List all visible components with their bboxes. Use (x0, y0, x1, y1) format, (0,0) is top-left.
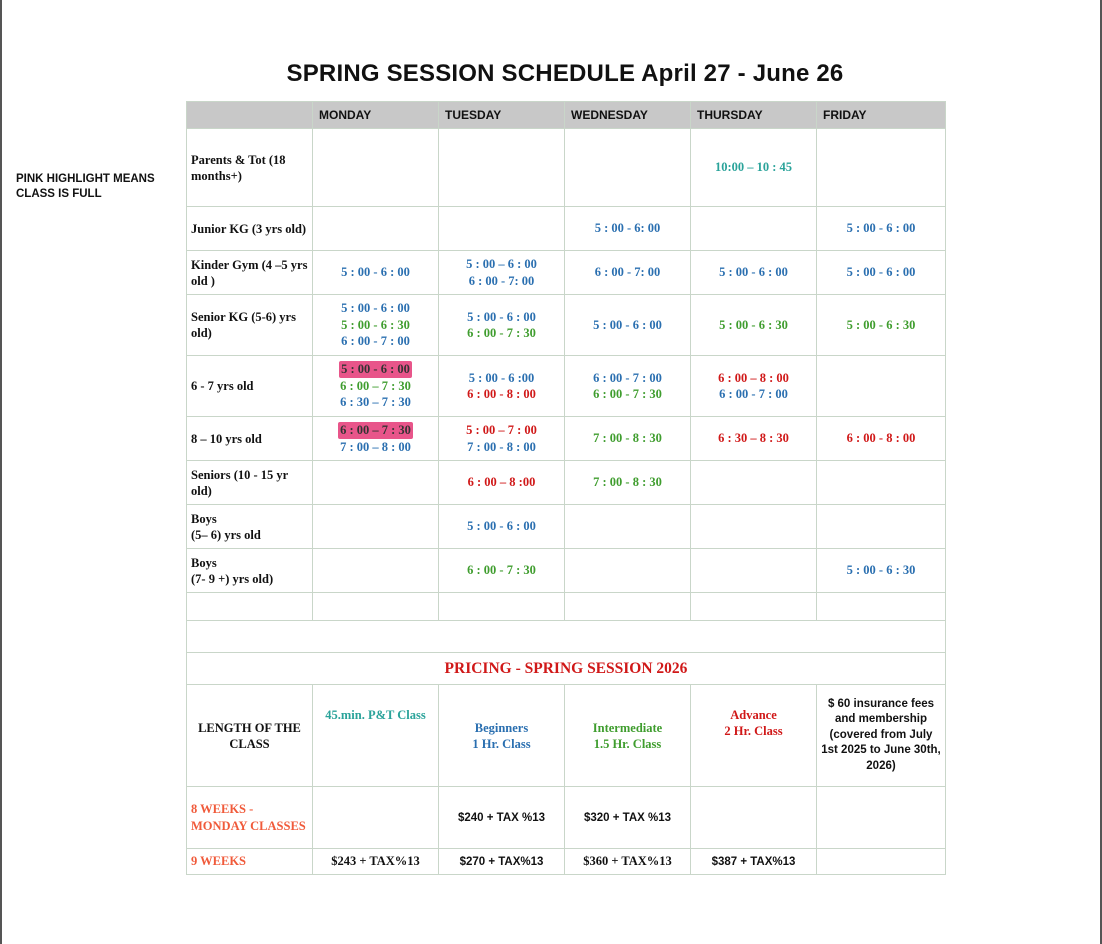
time-slot: 5 : 00 - 6 : 00 (593, 317, 662, 332)
insurance-fee-note: $ 60 insurance fees and membership (covered from July 1st 2025 to June 30th, 2026) (817, 685, 946, 787)
time-slot-full: 5 : 00 - 6 : 00 (341, 362, 410, 377)
schedule-row (187, 417, 946, 461)
schedule-row (187, 129, 946, 207)
schedule-cell-wednesday (565, 356, 691, 417)
class-label-line: Junior KG (3 yrs old) (191, 221, 307, 236)
class-label-line: 8 – 10 yrs old (191, 431, 262, 446)
time-slot: 6 : 00 - 7: 00 (594, 265, 661, 280)
schedule-cell-friday (817, 549, 946, 593)
schedule-cell-friday (817, 251, 946, 295)
schedule-cell-friday (817, 129, 946, 207)
schedule-cell-monday (313, 549, 439, 593)
schedule-cell-monday (313, 505, 439, 549)
time-slot: 5 : 00 - 6 : 30 (719, 317, 788, 332)
schedule-cell-tuesday (439, 129, 565, 207)
time-slot: 5 : 00 - 6 : 30 (846, 317, 916, 332)
schedule-cell-wednesday (565, 549, 691, 593)
time-slot: 6 : 00 - 7 : 00 (341, 334, 410, 349)
time-slot: 5 : 00 - 6 : 30 (341, 317, 410, 332)
schedule-header-row (187, 102, 946, 129)
schedule-cell-thursday (691, 129, 817, 207)
time-slot: 6 : 00 - 8 : 00 (467, 387, 536, 401)
spacer-row (187, 621, 946, 653)
time-slot: 6 : 00 - 7 : 30 (467, 563, 536, 578)
day-header-monday: MONDAY (313, 102, 439, 129)
schedule-cell-monday (313, 207, 439, 251)
price-cell: $240 + TAX %13 (439, 787, 565, 849)
schedule-row (187, 295, 946, 356)
schedule-cell-thursday (691, 461, 817, 505)
pricing-column-header (691, 685, 817, 787)
time-slot: 6 : 00 – 8 :00 (467, 475, 536, 490)
price-cell: $387 + TAX%13 (691, 849, 817, 875)
length-of-class-label: LENGTH OF THE CLASS (187, 685, 313, 787)
class-label (187, 461, 313, 505)
class-label-line: (5– 6) yrs old (191, 527, 261, 542)
price-cell: $320 + TAX %13 (565, 787, 691, 849)
time-slot: 5 : 00 – 7 : 00 (466, 423, 537, 437)
schedule-cell-tuesday (439, 295, 565, 356)
time-slot: 5 : 00 - 6 : 00 (846, 221, 916, 236)
day-header-friday: FRIDAY (817, 102, 946, 129)
time-slot: 6 : 00 - 7: 00 (468, 273, 535, 288)
schedule-cell-friday (817, 417, 946, 461)
pricing-header-row (187, 685, 946, 787)
time-slot: 5 : 00 - 6 : 00 (846, 265, 916, 280)
schedule-cell-thursday (691, 417, 817, 461)
schedule-cell-monday (313, 461, 439, 505)
pricing-title-row (187, 653, 946, 685)
pricing-row (187, 787, 946, 849)
schedule-cell-tuesday (439, 417, 565, 461)
empty-cell (313, 593, 439, 621)
class-label (187, 129, 313, 207)
pricing-column-header-line: Beginners (474, 720, 529, 735)
day-header-wednesday: WEDNESDAY (565, 102, 691, 129)
price-cell (313, 787, 439, 849)
time-slot: 6 : 00 - 7 : 30 (467, 326, 536, 340)
class-label-line: Seniors (10 - 15 yr old) (191, 467, 288, 498)
class-label (187, 417, 313, 461)
schedule-row (187, 461, 946, 505)
class-label (187, 356, 313, 417)
day-header-thursday: THURSDAY (691, 102, 817, 129)
time-slot: 5 : 00 - 6: 00 (594, 221, 661, 236)
schedule-cell-friday (817, 461, 946, 505)
time-slot: 5 : 00 - 6 :00 (468, 370, 535, 385)
time-slot: 5 : 00 - 6 : 00 (719, 265, 788, 280)
time-slot: 7 : 00 - 8 : 30 (593, 431, 662, 446)
time-slot: 5 : 00 - 6 : 30 (846, 563, 916, 578)
pricing-duration-label: 8 WEEKS - MONDAY CLASSES (187, 787, 313, 849)
price-cell (691, 787, 817, 849)
pricing-column-header (313, 685, 439, 787)
schedule-cell-thursday (691, 505, 817, 549)
schedule-cell-wednesday (565, 417, 691, 461)
schedule-cell-friday (817, 356, 946, 417)
pricing-title: PRICING - SPRING SESSION 2026 (187, 653, 946, 685)
schedule-table (186, 101, 946, 875)
schedule-cell-thursday (691, 251, 817, 295)
empty-cell (691, 593, 817, 621)
time-slot: 6 : 00 - 7 : 30 (593, 387, 662, 401)
time-slot: 6 : 00 - 7 : 00 (719, 387, 788, 401)
pricing-column-header-line: 2 Hr. Class (724, 724, 783, 738)
time-slot: 10:00 – 10 : 45 (714, 160, 793, 175)
pricing-column-header (439, 685, 565, 787)
empty-cell (817, 593, 946, 621)
schedule-row (187, 505, 946, 549)
time-slot: 7 : 00 - 8 : 30 (593, 475, 662, 490)
full-class-note: PINK HIGHLIGHT MEANS CLASS IS FULL (16, 173, 155, 200)
empty-cell (187, 593, 313, 621)
schedule-cell-tuesday (439, 356, 565, 417)
spacer-cell (187, 621, 946, 653)
pricing-column-header-line: 1.5 Hr. Class (593, 736, 662, 751)
schedule-cell-monday (313, 251, 439, 295)
schedule-cell-thursday (691, 207, 817, 251)
time-slot: 6 : 30 – 8 : 30 (718, 431, 789, 446)
pricing-column-header-line: Intermediate (592, 720, 663, 735)
class-label-line: (7- 9 +) yrs old) (191, 571, 274, 586)
schedule-cell-wednesday (565, 251, 691, 295)
schedule-cell-monday (313, 356, 439, 417)
time-slot: 6 : 00 - 8 : 00 (846, 431, 916, 446)
class-label-line: Kinder Gym (4 –5 yrs old ) (191, 257, 308, 288)
price-cell: $270 + TAX%13 (439, 849, 565, 875)
pricing-column-header-line: 1 Hr. Class (472, 736, 531, 751)
schedule-cell-tuesday (439, 549, 565, 593)
class-label (187, 295, 313, 356)
schedule-row (187, 356, 946, 417)
day-header-tuesday: TUESDAY (439, 102, 565, 129)
schedule-cell-thursday (691, 549, 817, 593)
schedule-row (187, 251, 946, 295)
price-cell: $243 + TAX%13 (313, 849, 439, 875)
schedule-cell-friday (817, 207, 946, 251)
schedule-cell-tuesday (439, 207, 565, 251)
schedule-cell-monday (313, 129, 439, 207)
time-slot: 6 : 00 - 7 : 00 (593, 370, 662, 385)
price-cell (817, 849, 946, 875)
schedule-cell-thursday (691, 356, 817, 417)
time-slot: 6 : 30 – 7 : 30 (340, 395, 411, 410)
schedule-cell-friday (817, 295, 946, 356)
time-slot: 5 : 00 - 6 : 00 (467, 519, 536, 534)
pricing-column-header (565, 685, 691, 787)
schedule-cell-monday (313, 295, 439, 356)
page-title: SPRING SESSION SCHEDULE April 27 - June 26 (286, 60, 844, 87)
time-slot: 7 : 00 - 8 : 00 (467, 439, 536, 454)
class-label-line: Boys (191, 511, 217, 526)
empty-row (187, 593, 946, 621)
price-cell (817, 787, 946, 849)
schedule-cell-wednesday (565, 295, 691, 356)
class-label (187, 251, 313, 295)
pricing-duration-label: 9 WEEKS (187, 849, 313, 875)
class-label (187, 505, 313, 549)
schedule-cell-friday (817, 505, 946, 549)
class-label-line: Senior KG (5-6) yrs old) (191, 310, 296, 340)
time-slot: 5 : 00 - 6 : 00 (341, 265, 410, 280)
page-edge-left (0, 0, 2, 944)
class-label (187, 549, 313, 593)
schedule-cell-tuesday (439, 505, 565, 549)
class-label-line: Parents & Tot (18 months+) (191, 152, 286, 183)
schedule-row (187, 549, 946, 593)
schedule-cell-wednesday (565, 207, 691, 251)
schedule-cell-thursday (691, 295, 817, 356)
pricing-column-header-line: Advance (730, 708, 777, 722)
time-slot: 5 : 00 - 6 : 00 (341, 301, 410, 316)
pricing-row (187, 849, 946, 875)
schedule-cell-tuesday (439, 461, 565, 505)
schedule-cell-wednesday (565, 129, 691, 207)
schedule-row (187, 207, 946, 251)
empty-cell (565, 593, 691, 621)
time-slot-full: 6 : 00 – 7 : 30 (340, 423, 411, 437)
time-slot: 5 : 00 – 6 : 00 (466, 257, 537, 271)
price-cell: $360 + TAX%13 (565, 849, 691, 875)
class-label-line: Boys (191, 555, 217, 570)
time-slot: 5 : 00 - 6 : 00 (467, 309, 536, 324)
time-slot: 6 : 00 – 7 : 30 (340, 378, 411, 393)
schedule-cell-monday (313, 417, 439, 461)
class-label (187, 207, 313, 251)
empty-cell (439, 593, 565, 621)
pricing-column-header-line: 45.min. P&T Class (325, 708, 426, 722)
schedule-cell-tuesday (439, 251, 565, 295)
header-corner (187, 102, 313, 129)
class-label-line: 6 - 7 yrs old (191, 379, 254, 393)
time-slot: 7 : 00 – 8 : 00 (340, 439, 411, 454)
time-slot: 6 : 00 – 8 : 00 (718, 370, 789, 385)
schedule-cell-wednesday (565, 461, 691, 505)
schedule-cell-wednesday (565, 505, 691, 549)
